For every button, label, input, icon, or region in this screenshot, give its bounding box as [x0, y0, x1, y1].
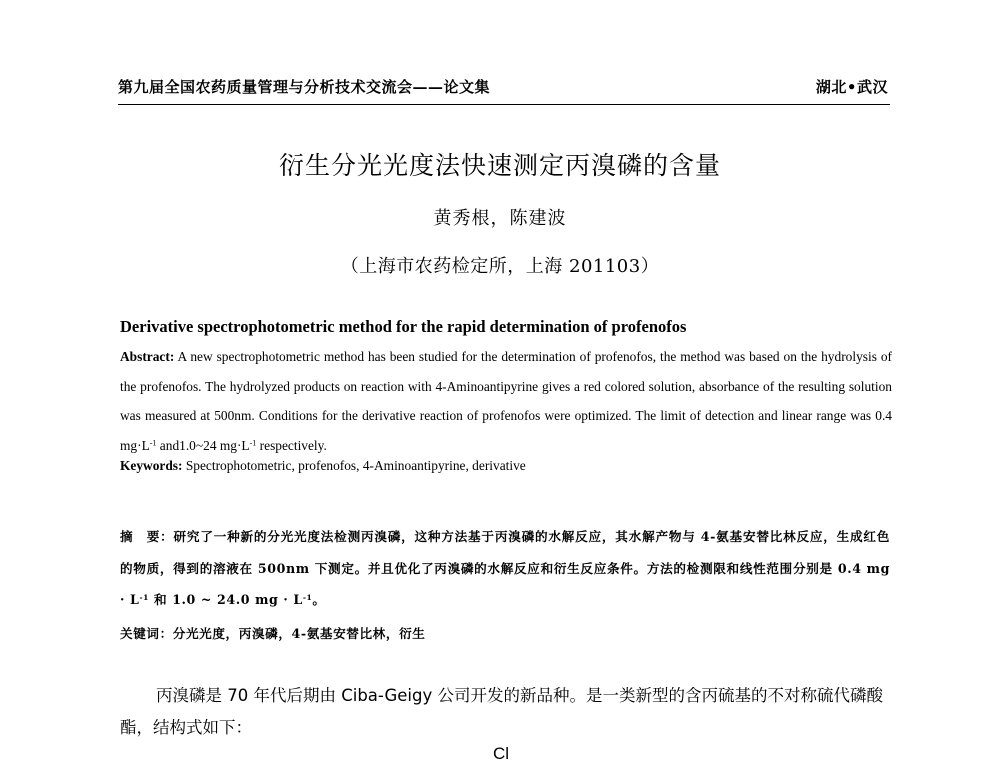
- paper-title-cn: 衍生分光光度法快速测定丙溴磷的含量: [278, 151, 721, 180]
- abstract-cn-text: 研究了一种新的分光光度法检测丙溴磷，这种方法基于丙溴磷的水解反应，其水解产物与 4-氨基安替比林反应，生成红色的物质，得到的溶液在 500nm 下测定。并且优化了丙溴磷的水解反应和衍生反应条件。方法的检测限和线性范围分别是 0.4 mg · L: [120, 529, 890, 607]
- header-rule: [118, 104, 890, 105]
- abstract-en-text-end: respectively.: [256, 437, 327, 453]
- abstract-en-unit2: mg·L: [219, 437, 250, 453]
- abstract-cn-text-end: 。: [312, 592, 326, 607]
- keywords-cn: [120, 623, 890, 642]
- abstract-cn-sup1: -1: [139, 592, 150, 602]
- keywords-en-label: Keywords:: [120, 458, 183, 473]
- header-location: 湖北•武汉: [815, 78, 888, 96]
- abstract-en-unit1: mg·L: [120, 437, 150, 453]
- keywords-cn-label: 关键词：: [120, 626, 173, 641]
- abstract-en-text: A new spectrophotometric method has been studied for the determination of profenofos, the method was based on the hydrolysis of the profenofos. The hydrolyzed products on reaction with 4-Aminoantipyrine gives a red colored solution, absorbance of the resulting solution was measured at 500nm. Conditions for the derivative reaction of profenofos were optimized. The limit of detection and linear range was 0.4: [120, 349, 892, 423]
- abstract-cn-label: 摘 要：: [120, 529, 174, 544]
- abstract-cn: [120, 521, 890, 616]
- abstract-en-sup2: -1: [249, 438, 257, 448]
- abstract-en-label: Abstract:: [120, 349, 175, 364]
- abstract-en-sup1: -1: [149, 438, 157, 448]
- abstract-cn-sup2: -1: [302, 592, 313, 602]
- header-conference: 第九届全国农药质量管理与分析技术交流会——论文集: [118, 78, 491, 96]
- abstract-en-text-mid: and1.0~24: [156, 437, 220, 453]
- keywords-en-text: Spectrophotometric, profenofos, 4-Aminoantipyrine, derivative: [182, 458, 526, 473]
- abstract-en: [120, 342, 892, 460]
- affiliation-cn: （上海市农药检定所，上海 201103）: [340, 256, 660, 277]
- keywords-en: [120, 458, 890, 474]
- body-paragraph: 丙溴磷是 70 年代后期由 Ciba-Geigy 公司开发的新品种。是一类新型的含丙硫基的不对称硫代磷酸酯，结构式如下：: [120, 686, 883, 737]
- authors-cn: 黄秀根，陈建波: [433, 208, 567, 229]
- running-header: [118, 76, 888, 97]
- abstract-cn-text-mid: 和 1.0 ~ 24.0 mg · L: [149, 592, 303, 607]
- paper-title-en: Derivative spectrophotometric method for the rapid determination of profenofos: [120, 317, 687, 336]
- structure-formula-fragment: Cl: [493, 744, 510, 763]
- keywords-cn-text: 分光光度，丙溴磷，4-氨基安替比林，衍生: [172, 626, 426, 641]
